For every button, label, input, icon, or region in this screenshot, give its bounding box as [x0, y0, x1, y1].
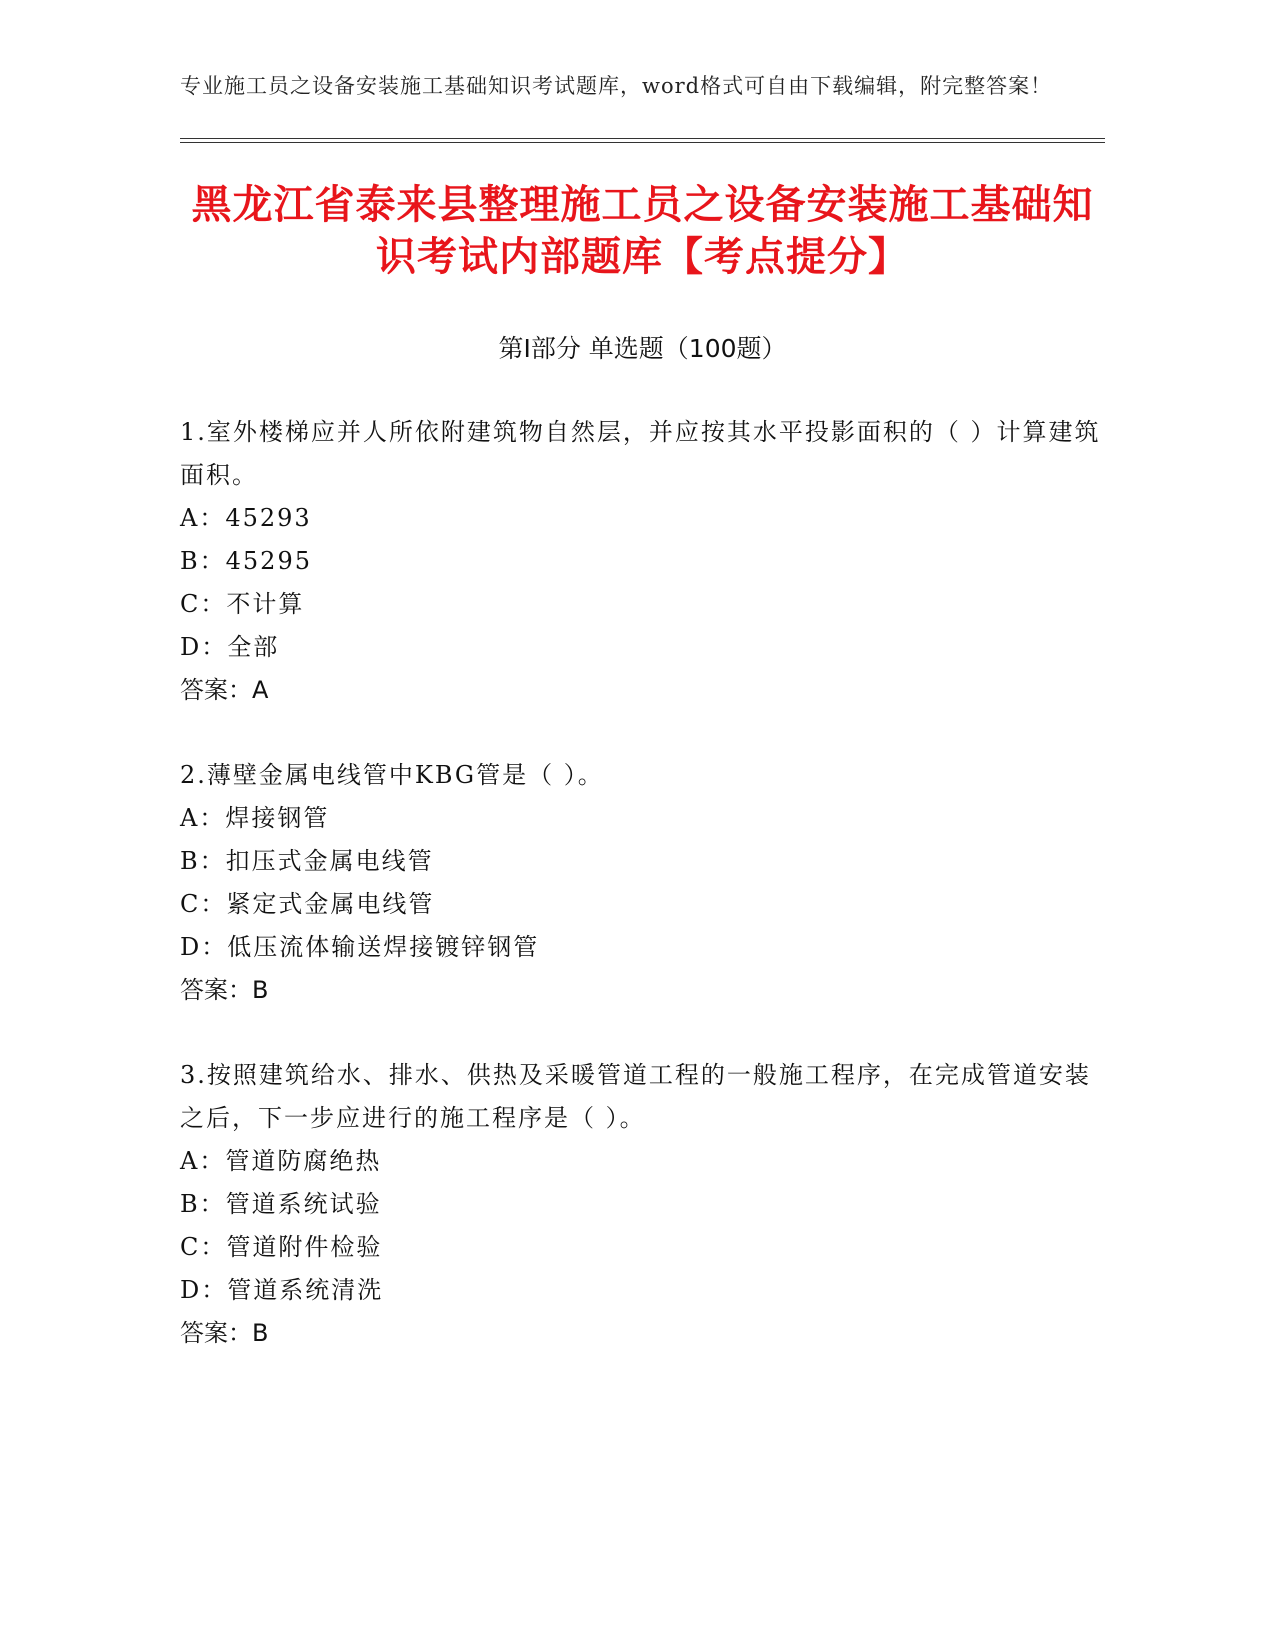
option-c: C：紧定式金属电线管: [180, 890, 435, 918]
header-divider: [180, 138, 1105, 143]
answer: 答案：B: [180, 976, 269, 1004]
option-c: C：不计算: [180, 590, 305, 618]
divider-line-top: [180, 138, 1105, 139]
document-title: 黑龙江省泰来县整理施工员之设备安装施工基础知识考试内部题库【考点提分】: [191, 182, 1094, 280]
option-a: A：管道防腐绝热: [180, 1147, 382, 1175]
option-b: B：扣压式金属电线管: [180, 847, 434, 875]
option-a: A：45293: [180, 504, 312, 532]
header-note: 专业施工员之设备安装施工基础知识考试题库，word格式可自由下载编辑，附完整答案！: [180, 74, 1053, 98]
option-b: B：管道系统试验: [180, 1190, 382, 1218]
answer: 答案：B: [180, 1319, 269, 1347]
answer: 答案：A: [180, 676, 269, 704]
divider-line-bottom: [180, 142, 1105, 143]
option-c: C：管道附件检验: [180, 1233, 383, 1261]
question-1: [180, 411, 1105, 712]
question-list: [180, 411, 1105, 1355]
option-b: B：45295: [180, 547, 312, 575]
question-3: [180, 1054, 1105, 1355]
option-d: D：低压流体输送焊接镀锌钢管: [180, 933, 540, 961]
question-stem: 1.室外楼梯应并人所依附建筑物自然层，并应按其水平投影面积的（ ）计算建筑面积。: [180, 418, 1101, 489]
option-a: A：焊接钢管: [180, 804, 330, 832]
section-title: 第Ⅰ部分 单选题（100题）: [498, 334, 787, 363]
document-page: [180, 70, 1105, 1397]
option-d: D：管道系统清洗: [180, 1276, 384, 1304]
question-stem: 3.按照建筑给水、排水、供热及采暖管道工程的一般施工程序，在完成管道安装之后，下一步应进行的施工程序是（ ）。: [180, 1061, 1091, 1132]
option-d: D：全部: [180, 633, 280, 661]
question-2: [180, 754, 1105, 1012]
question-stem: 2.薄壁金属电线管中KBG管是（ ）。: [180, 761, 604, 789]
